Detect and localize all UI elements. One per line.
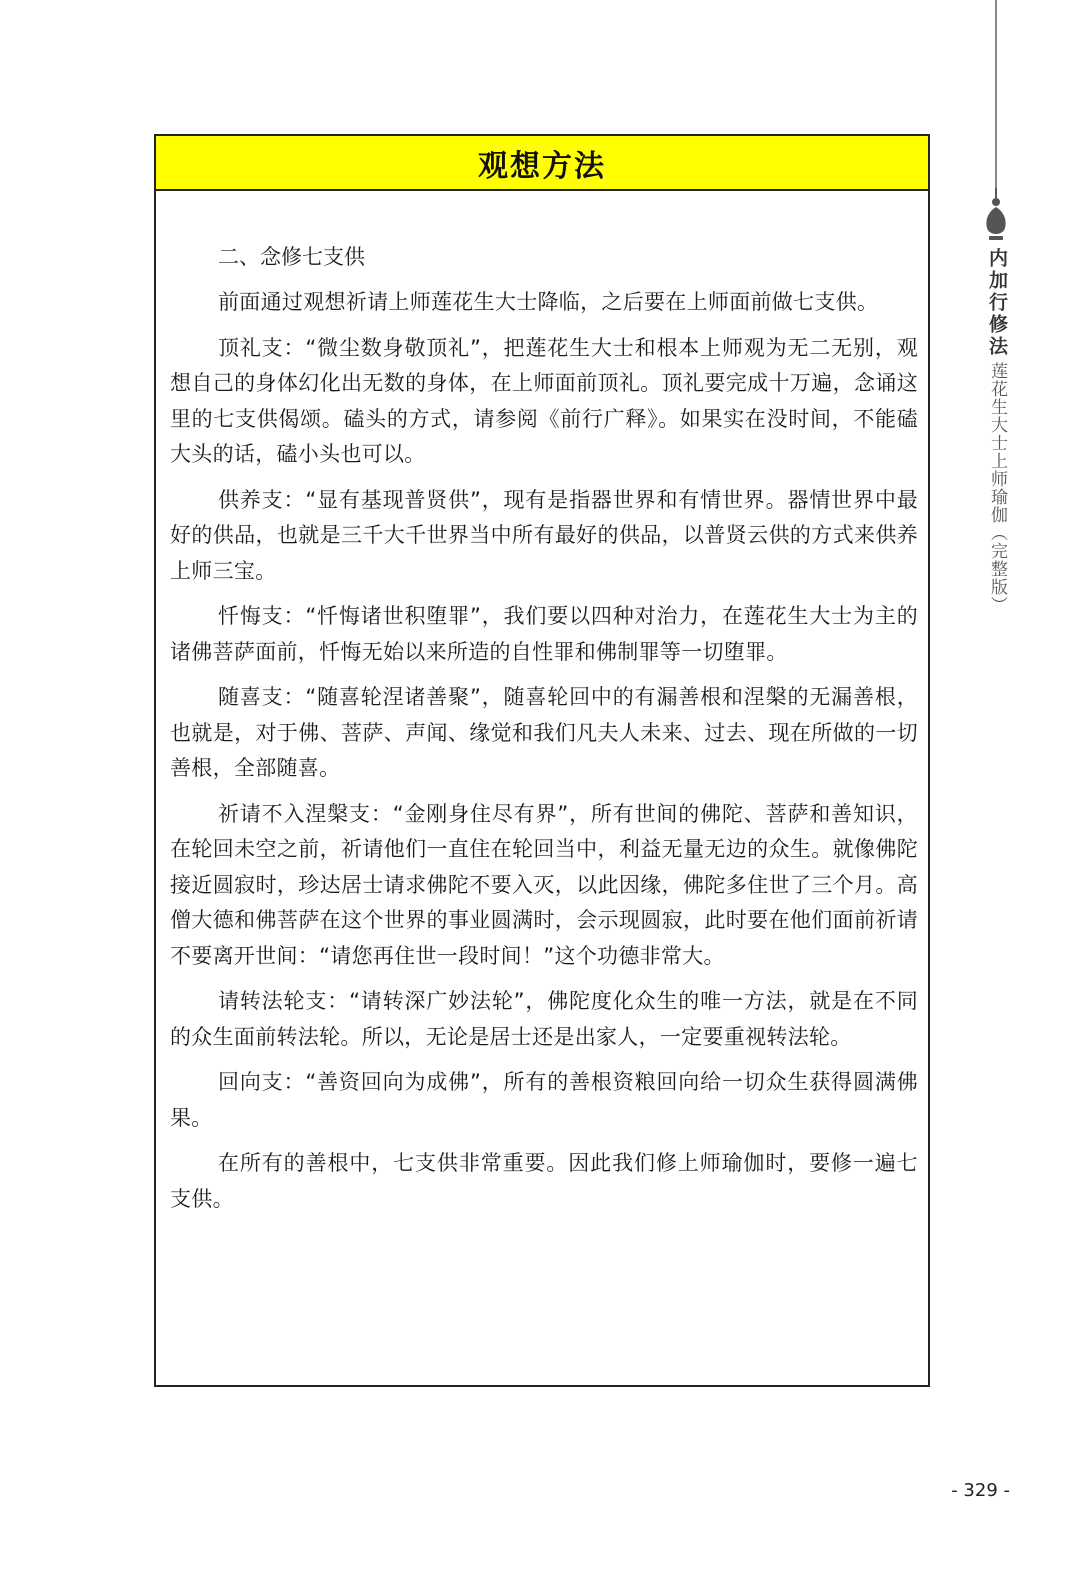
paragraph-text: “善资回向为成佛”，所有的善根资粮回向给一切众生获得圆满佛果。: [170, 1070, 918, 1130]
paragraph-text: “请转深广妙法轮”，佛陀度化众生的唯一方法，就是在不同的众生面前转法轮。所以，无论是居士还是出家人，一定要重视转法轮。: [170, 989, 918, 1049]
finial-ornament-icon: [983, 188, 1009, 244]
paragraph: [170, 285, 918, 321]
content-box: [154, 134, 930, 1387]
paragraph-text: “金刚身住尽有界”，所有世间的佛陀、菩萨和善知识，在轮回未空之前，祈请他们一直住在轮回当中，利益无量无边的众生。就像佛陀接近圆寂时，珍达居士请求佛陀不要入灭，以此因缘，佛陀多住世了三个月。高僧大德和佛菩萨在这个世界的事业圆满时，会示现圆寂，此时要在他们面前祈请不要离开世间：“请您再住世一段时间！”这个功德非常大。: [170, 801, 918, 968]
paragraph: [170, 1065, 918, 1136]
book-title: 内加行修法: [986, 248, 1008, 358]
paragraph-text: 在所有的善根中，七支供非常重要。因此我们修上师瑜伽时，要修一遍七支供。: [170, 1151, 918, 1211]
paragraph-lead: 顶礼支：: [218, 335, 306, 360]
paragraph-text: 前面通过观想祈请上师莲花生大士降临，之后要在上师面前做七支供。: [218, 290, 879, 314]
paragraph-lead: 祈请不入涅槃支：: [218, 801, 393, 826]
page-number: - 329 -: [951, 1480, 1010, 1501]
paragraph-lead: 供养支：: [218, 487, 306, 512]
paragraph-lead: 随喜支：: [218, 685, 306, 709]
paragraph-lead: 回向支：: [218, 1070, 306, 1094]
box-title: 观想方法: [478, 148, 606, 184]
paragraph: [170, 680, 918, 787]
paragraph: [170, 331, 918, 473]
paragraph: [170, 797, 918, 975]
paragraph-text: “随喜轮涅诸善聚”，随喜轮回中的有漏善根和涅槃的无漏善根，也就是，对于佛、菩萨、声闻、缘觉和我们凡夫人未来、过去、现在所做的一切善根，全部随喜。: [170, 685, 918, 780]
box-body: [156, 191, 928, 1217]
paragraph: [170, 984, 918, 1055]
paragraph-lead: 忏悔支：: [218, 604, 306, 628]
margin-rule: [995, 0, 997, 190]
paragraph: [170, 1146, 918, 1217]
paragraph-text: “显有基现普贤供”，现有是指器世界和有情世界。器情世界中最好的供品，也就是三千大千世界当中所有最好的供品，以普贤云供的方式来供养上师三宝。: [170, 487, 918, 583]
box-header: [156, 136, 928, 191]
paragraph-text: “忏悔诸世积堕罪”，我们要以四种对治力，在莲花生大士为主的诸佛菩萨面前，忏悔无始以来所造的自性罪和佛制罪等一切堕罪。: [170, 604, 918, 664]
paragraph-text: “微尘数身敬顶礼”，把莲花生大士和根本上师观为无二无别，观想自己的身体幻化出无数的身体，在上师面前顶礼。顶礼要完成十万遍，念诵这里的七支供偈颂。磕头的方式，请参阅《前行广释》。如果实在没时间，不能磕大头的话，磕小头也可以。: [170, 335, 918, 466]
section-heading: 二、念修七支供: [218, 245, 365, 269]
book-subtitle: 莲花生大士上师瑜伽（完整版）: [987, 362, 1007, 614]
paragraph: [170, 599, 918, 670]
paragraph-lead: 请转法轮支：: [218, 989, 350, 1013]
paragraph: [170, 483, 918, 590]
